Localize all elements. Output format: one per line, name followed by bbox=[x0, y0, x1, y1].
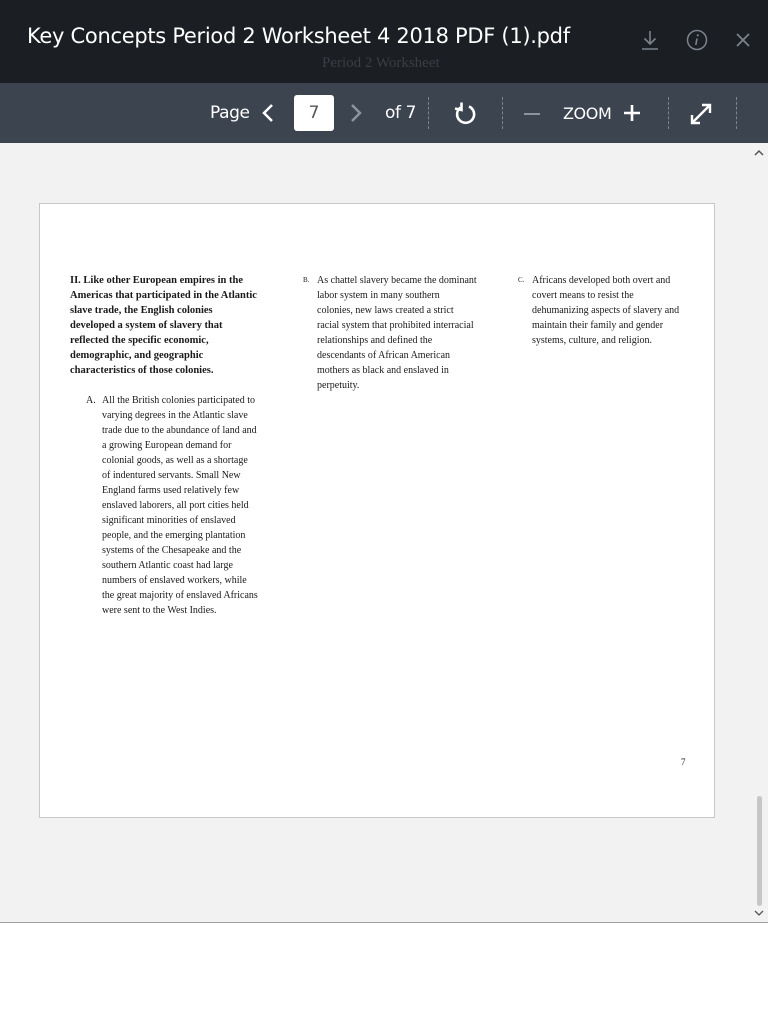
scrollbar-thumb[interactable] bbox=[757, 796, 762, 906]
section-heading: II. Like other European empires in the Americas that participated in the Atlantic slave trade, the English colonies developed a system of slavery that reflected the specific economic, demographic, and geographic characteristics of those colonies. bbox=[70, 275, 257, 376]
document-title: Key Concepts Period 2 Worksheet 4 2018 PDF (1).pdf bbox=[27, 24, 570, 48]
pdf-page bbox=[39, 203, 715, 818]
list-item-text: As chattel slavery became the dominant labor system in many southern colonies, new laws created a strict racial system that prohibited interracial relationships and defined the descendants of African American mothers as black and enslaved in perpetuity. bbox=[317, 275, 477, 391]
close-icon[interactable] bbox=[731, 28, 755, 52]
zoom-in-button[interactable] bbox=[623, 104, 641, 122]
list-item bbox=[86, 393, 258, 618]
page-number: 7 bbox=[681, 757, 686, 767]
page-count-label: of 7 bbox=[385, 103, 417, 123]
pdf-toolbar bbox=[0, 83, 768, 143]
list-item-text: Africans developed both overt and covert means to resist the dehumanizing aspects of slavery and maintain their family and gender systems, culture, and religion. bbox=[532, 275, 680, 346]
zoom-label: ZOOM bbox=[563, 104, 612, 123]
toolbar-divider bbox=[668, 97, 669, 129]
toolbar-divider bbox=[736, 97, 737, 129]
list-item-text: All the British colonies participated to varying degrees in the Atlantic slave trade due to the abundance of land and a growing European demand for colonial goods, as well as a shortage of indentured servants. Small New England farms used relatively few enslaved laborers, all port cities held significant minorities of enslaved people, and the emerging plantation systems of the Chesapeake and the southern Atlantic coast had large numbers of enslaved workers, while the great majority of enslaved Africans were sent to the West Indies. bbox=[102, 395, 258, 616]
list-item-letter: C. bbox=[518, 276, 525, 284]
toolbar-divider bbox=[428, 97, 429, 129]
fullscreen-icon[interactable] bbox=[689, 102, 713, 126]
previous-page-button[interactable] bbox=[259, 103, 277, 123]
list-item-letter: A. bbox=[86, 395, 96, 406]
scroll-up-icon[interactable] bbox=[752, 146, 766, 160]
page-number-input[interactable] bbox=[294, 95, 334, 131]
page-label: Page bbox=[210, 103, 250, 123]
scroll-down-icon[interactable] bbox=[752, 906, 766, 920]
toolbar-divider bbox=[502, 97, 503, 129]
list-item bbox=[303, 273, 477, 393]
list-item-letter: B. bbox=[303, 276, 310, 284]
title-bar bbox=[0, 0, 768, 83]
list-item bbox=[518, 273, 688, 348]
next-page-button[interactable] bbox=[347, 103, 365, 123]
zoom-out-button[interactable] bbox=[523, 112, 541, 116]
download-icon[interactable] bbox=[638, 28, 662, 52]
info-icon[interactable] bbox=[685, 28, 709, 52]
ghost-document-heading: Period 2 Worksheet bbox=[322, 55, 440, 71]
rotate-button[interactable] bbox=[452, 101, 478, 127]
